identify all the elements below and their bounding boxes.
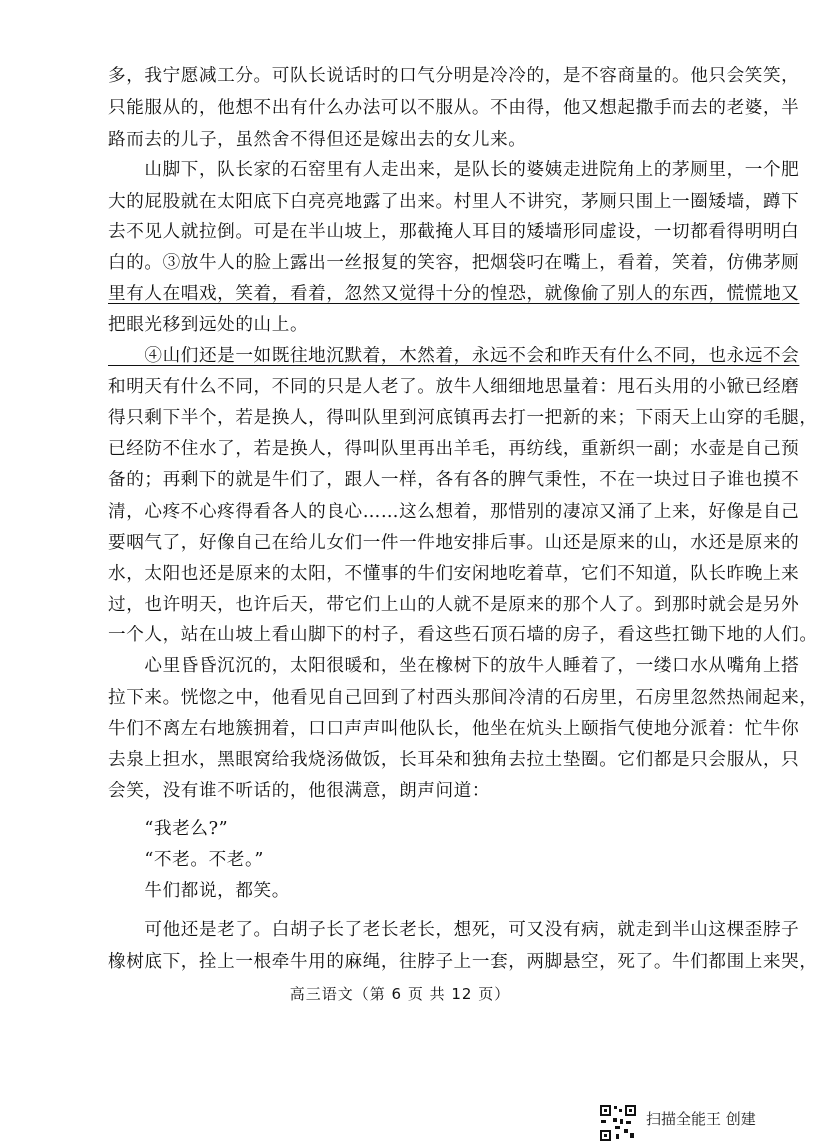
text-line-22: 牛们不离左右地簇拥着，口口声声叫他队长，他坐在炕头上颐指气使地分派着：忙牛你 [108,719,800,739]
text-line-13: 已经防不住水了，若是换人，得叫队里再出羊毛，再纺线，重新织一副；水壶是自己预 [108,439,800,459]
qr-code-icon [599,1104,637,1142]
text-line-23: 去泉上担水，黑眼窝给我烧汤做饭，长耳朵和独角去拉土垫圈。它们都是只会服从，只 [108,750,800,770]
text-line-9: 把眼光移到远处的山上。 [108,315,309,335]
text-line-11: 和明天有什么不同，不同的只是人老了。放牛人细细地思量着：甩石头用的小锨已经磨 [108,377,800,397]
text-line-4: 山脚下，队长家的石窑里有人走出来，是队长的婆姨走进院角上的茅厕里，一个肥 [108,160,800,180]
text-line-19: 一个人，站在山坡上看山脚下的村子，看这些石顶石墙的房子，看这些扛锄下地的人们。 [108,625,818,645]
text-line-26: “不老。不老。” [108,850,264,870]
text-line-12: 得只剩下半个，若是换人，得叫队里到河底镇再去打一把新的来；下雨天上山穿的毛腿， [108,408,818,428]
text-line-8: 里有人在唱戏，笑着，看着，忽然又觉得十分的惶恐，就像偷了别人的东西，慌慌地又 [108,284,800,304]
text-line-17: 水，太阳也还是原来的太阳，不懂事的牛们安闲地吃着草，它们不知道，队长昨晚上来 [108,564,800,584]
scanner-watermark: 扫描全能王 创建 [646,1110,756,1128]
text-line-10: ④山们还是一如既往地沉默着，木然着，永远不会和昨天有什么不同，也永远不会 [108,346,800,366]
text-line-18: 过，也许明天，也许后天，带它们上山的人就不是原来的那个人了。到那时就会是另外 [108,595,800,615]
text-line-20: 心里昏昏沉沉的，太阳很暖和，坐在橡树下的放牛人睡着了，一缕口水从嘴角上搭 [108,656,800,676]
text-line-15: 清，心疼不心疼得看各人的良心……这么想着，那惜别的凄凉又涌了上来，好像是自己 [108,502,800,522]
text-line-16: 要咽气了，好像自己在给儿女们一件一件地安排后事。山还是原来的山，水还是原来的 [108,533,800,553]
text-line-7: 白的。③放牛人的脸上露出一丝报复的笑容，把烟袋叼在嘴上，看着，笑着，仿佛茅厕 [108,253,800,273]
text-line-3: 路而去的儿子，虽然舍不得但还是嫁出去的女儿来。 [108,130,527,150]
text-line-1: 多，我宁愿减工分。可队长说话时的口气分明是冷冷的，是不容商量的。他只会笑笑， [108,66,800,86]
text-line-21: 拉下来。恍惚之中，他看见自己回到了村西头那间冷清的石房里，石房里忽然热闹起来， [108,688,818,708]
text-line-5: 大的屁股就在太阳底下白亮亮地露了出来。村里人不讲究，茅厕只围上一圈矮墙，蹲下 [108,192,800,212]
text-line-24: 会笑，没有谁不听话的，他很满意，朗声问道： [108,781,491,801]
text-line-14: 备的；再剩下的就是牛们了，跟人一样，各有各的脾气秉性，不在一块过日子谁也摸不 [108,470,800,490]
text-line-25: “我老么?” [108,819,229,839]
text-line-2: 只能服从的，他想不出有什么办法可以不服从。不由得，他又想起撒手而去的老婆，半 [108,98,800,118]
text-line-29: 橡树底下，拴上一根牵牛用的麻绳，往脖子上一套，两脚悬空，死了。牛们都围上来哭， [108,952,818,972]
text-line-6: 去不见人就拉倒。可是在半山坡上，那截掩人耳目的矮墙形同虚设，一切都看得明明白 [108,222,800,242]
text-line-27: 牛们都说，都笑。 [108,881,290,901]
page-footer: 高三语文（第 6 页 共 12 页） [289,985,511,1003]
text-line-28: 可他还是老了。白胡子长了老长老长，想死，可又没有病，就走到半山这棵歪脖子 [108,920,800,940]
